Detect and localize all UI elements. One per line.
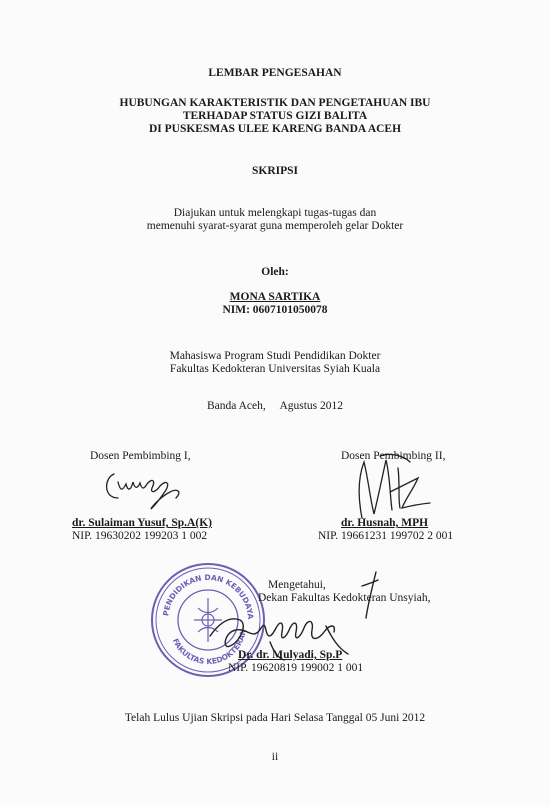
exam-note: Telah Lulus Ujian Skripsi pada Hari Selasa Tanggal 05 Juni 2012 [124,712,426,724]
approval-label: Mengetahui, [268,579,326,591]
affiliation-line-1: Mahasiswa Program Studi Pendidikan Dokter [169,350,381,362]
author-nim: NIM: 0607101050078 [222,304,328,316]
supervisor-1-role: Dosen Pembimbing I, [90,450,191,462]
supervisor-1-nip: NIP. 19630202 199203 1 002 [72,530,208,542]
thesis-title-line-2: TERHADAP STATUS GIZI BALITA [182,110,368,122]
supervisor-2-name: dr. Husnah, MPH [341,517,429,529]
affiliation-line-2: Fakultas Kedokteran Universitas Syiah Kuala [169,363,381,375]
dean-nip: NIP. 19620819 199002 1 001 [228,662,364,674]
purpose-line-2: memenuhi syarat-syarat guna memperoleh gelar Dokter [146,220,404,232]
purpose-line-1: Diajukan untuk melengkapi tugas-tugas dan [173,207,377,219]
document-type: SKRIPSI [251,165,299,177]
by-label: Oleh: [261,266,289,278]
dean-name: Dr. dr. Mulyadi, Sp.P [238,649,343,661]
svg-text:FAKULTAS KEDOKTERAN: FAKULTAS KEDOKTERAN [170,628,248,667]
thesis-title-line-1: HUBUNGAN KARAKTERISTIK DAN PENGETAHUAN IBU [119,97,431,109]
supervisor-1-name: dr. Sulaiman Yusuf, Sp.A(K) [72,517,212,529]
approval-mark [360,570,380,620]
dean-position: Dekan Fakultas Kedokteran Unsyiah, [258,592,431,604]
supervisor-2-role: Dosen Pembimbing II, [341,450,446,462]
supervisor-2-signature [340,448,440,523]
supervisor-2-nip: NIP. 19661231 199702 2 001 [318,530,454,542]
thesis-title-line-3: DI PUSKESMAS ULEE KARENG BANDA ACEH [148,123,402,135]
page-number: ii [271,751,279,763]
place-date: Banda Aceh, Agustus 2012 [206,400,344,412]
page-heading: LEMBAR PENGESAHAN [208,67,342,79]
author-name: MONA SARTIKA [229,291,321,303]
svg-text:PENDIDIKAN DAN KEBUDAYAAN: PENDIDIKAN DAN KEBUDAYAAN [144,553,256,620]
supervisor-1-signature [100,468,190,513]
